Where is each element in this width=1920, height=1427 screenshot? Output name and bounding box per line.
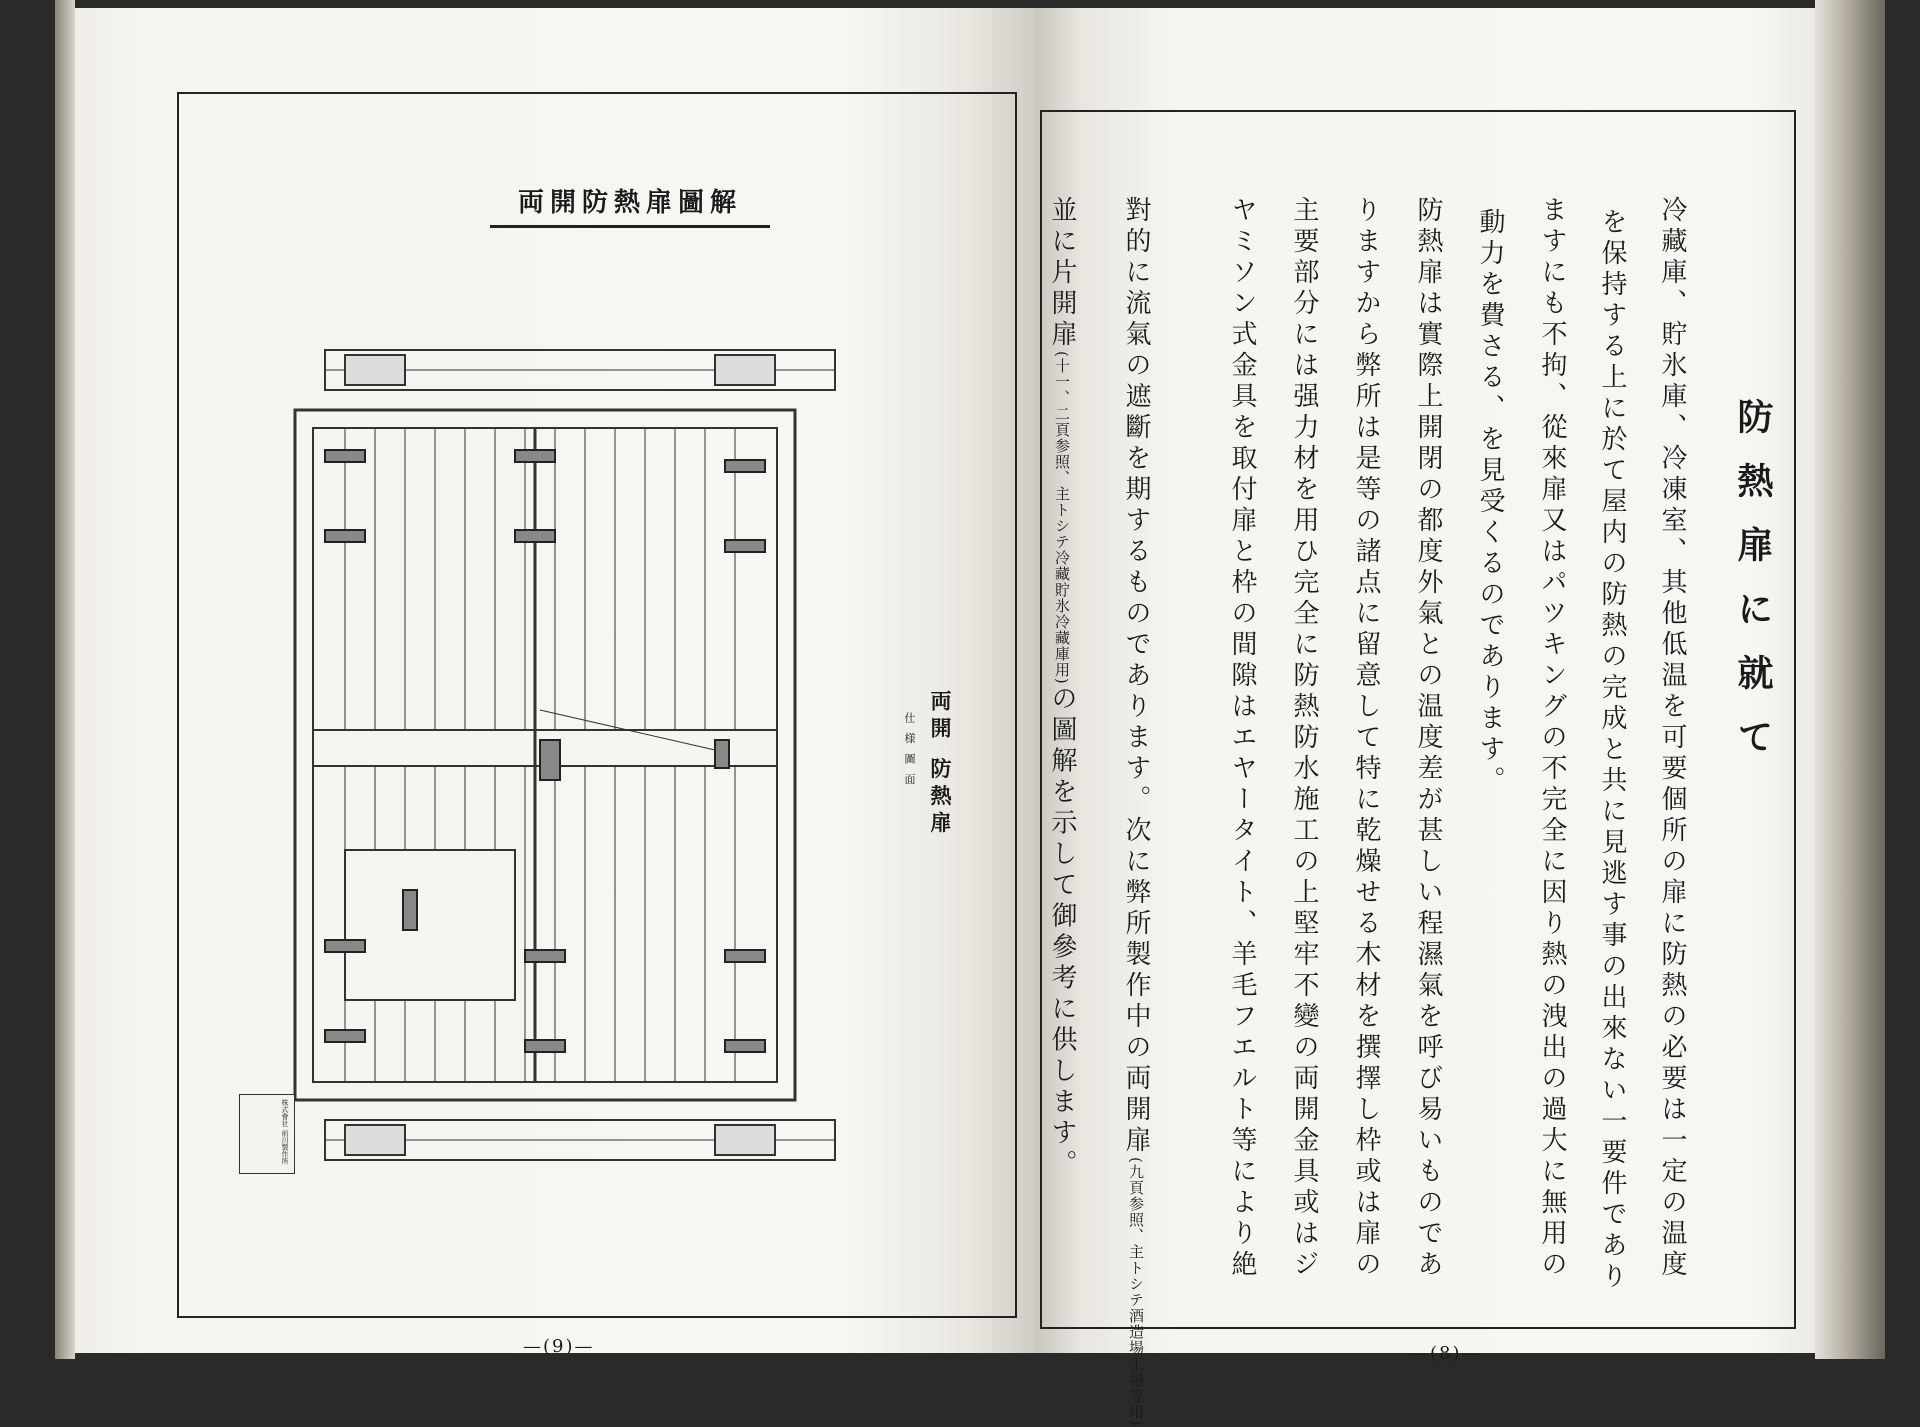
drawing-subcaption: 仕 様 圖 面 (903, 712, 916, 788)
body-column-3: ますにも不拘、從來扉又はパツキングの不完全に因り熱の洩出の過大に無用の (1537, 196, 1567, 1281)
door-drawing (285, 330, 925, 1190)
body-column-6: りますから弊所は是等の諸点に留意して特に乾燥せる木材を撰擇し枠或は扉の (1351, 196, 1381, 1281)
body-column-10-text: 並に片開扉 (1047, 196, 1077, 351)
maker-stamp: 株式會社 前川製作所 (239, 1094, 295, 1174)
body-column-1: 冷藏庫、貯氷庫、冷凍室、其他低温を可要個所の扉に防熱の必要は一定の温度 (1657, 196, 1687, 1281)
body-column-9-text: 對的に流氣の遮斷を期するものであります。次に弊所製作中の両開扉 (1121, 196, 1151, 1157)
body-column-10-tail: の圖解を示して御參考に供します。 (1047, 684, 1077, 1181)
note-nine-page: (九頁参照、主トシテ酒造場工場等用) (1127, 1157, 1145, 1427)
book-edge-right (1815, 0, 1885, 1359)
book-edge-left (55, 0, 75, 1359)
body-column-4: 動力を費さる、を見受くるのであります。 (1475, 208, 1505, 797)
body-column-8: ヤミソン式金具を取付扉と枠の間隙はエヤータイト、羊毛フエルト等により絶 (1227, 196, 1257, 1281)
body-column-2: を保持する上に於て屋内の防熱の完成と共に見逃す事の出來ない一要件であり (1597, 208, 1627, 1293)
page-number-left: —(9)— (523, 1336, 595, 1357)
door-drawing-svg (285, 330, 925, 1190)
drawing-caption: 両開 防熱扉 (928, 690, 953, 839)
book-spread (55, 0, 1835, 1427)
figure-title: 両開防熱扉圖解 (490, 182, 770, 228)
body-column-10 (1045, 196, 1079, 1316)
article-title: 防熱扉に就て (1732, 398, 1773, 782)
note-eleven-page: (十一、二頁参照、主トシテ冷藏貯氷冷藏庫用) (1053, 351, 1071, 685)
body-column-7: 主要部分には强力材を用ひ完全に防熱防水施工の上堅牢不變の両開金具或はジ (1289, 196, 1319, 1281)
body-column-5: 防熱扉は實際上開閉の都度外氣との温度差が甚しい程濕氣を呼び易いものであ (1413, 196, 1443, 1281)
page-number-right: —(8)— (1410, 1343, 1482, 1364)
body-column-9 (1119, 196, 1153, 1427)
